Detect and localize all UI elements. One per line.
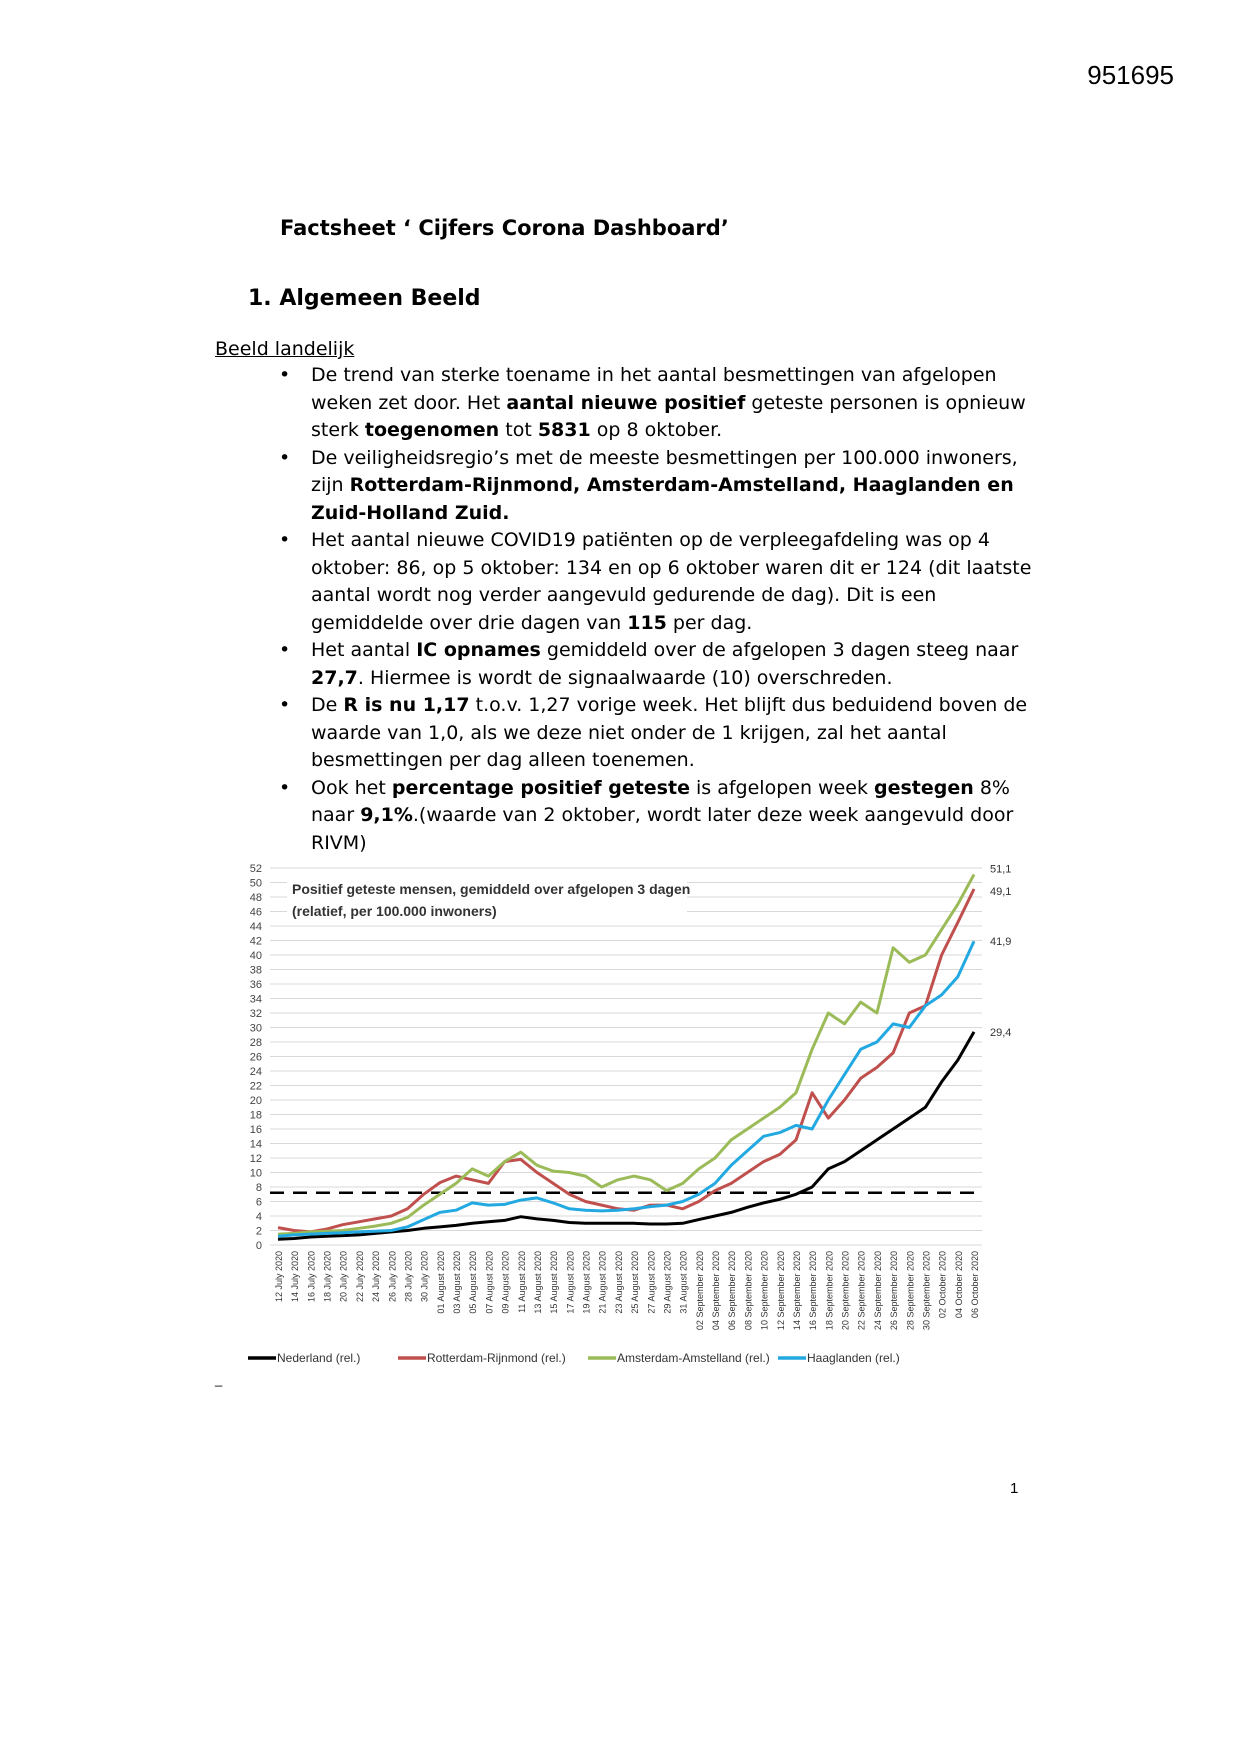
bullet-text: t.o.v. 1,27 vorige week. Het blijft dus beduidend boven de waarde van 1,0, als we deze niet onder de 1 krijgen, zal het aantal besmettingen per dag alleen toenemen. <box>311 694 1028 771</box>
y-tick-label: 22 <box>249 1080 262 1093</box>
bold-text: 115 <box>627 611 667 634</box>
y-tick-label: 8 <box>255 1182 262 1194</box>
series-end-label: 51,1 <box>990 863 1012 876</box>
x-tick-label: 03 August 2020 <box>452 1251 463 1314</box>
x-tick-label: 27 August 2020 <box>646 1251 657 1314</box>
bold-text: R is nu 1,17 <box>343 694 470 716</box>
y-tick-label: 24 <box>249 1066 262 1078</box>
legend-label: Amsterdam-Amstelland (rel.) <box>617 1351 770 1365</box>
document-id: 951695 <box>1087 60 1174 90</box>
y-tick-label: 34 <box>249 993 262 1006</box>
x-tick-label: 26 July 2020 <box>387 1251 398 1303</box>
dash-mark: _ <box>215 1372 223 1387</box>
series-end-label: 41,9 <box>990 936 1012 949</box>
x-tick-label: 02 September 2020 <box>694 1251 705 1331</box>
x-tick-label: 16 July 2020 <box>306 1251 317 1303</box>
x-tick-label: 28 July 2020 <box>403 1251 414 1303</box>
bold-text: IC opnames <box>416 639 541 661</box>
bold-text: toegenomen <box>364 419 500 441</box>
x-tick-label: 06 September 2020 <box>727 1251 738 1331</box>
y-tick-label: 44 <box>249 921 262 933</box>
x-tick-label: 10 September 2020 <box>759 1251 770 1331</box>
bullet-item <box>275 692 1035 775</box>
page-number: 1 <box>1010 1480 1019 1497</box>
y-tick-label: 28 <box>249 1037 262 1049</box>
y-tick-label: 16 <box>249 1124 262 1136</box>
x-tick-label: 05 August 2020 <box>468 1251 479 1314</box>
x-tick-label: 12 July 2020 <box>274 1251 284 1303</box>
bullet-list <box>275 362 1035 857</box>
bullet-text: . Hiermee is wordt de signaalwaarde (10) overschreden. <box>357 666 893 689</box>
legend-label: Nederland (rel.) <box>277 1351 361 1365</box>
bullet-text: De veiligheidsregio’s met de meeste besmettingen per 100.000 inwoners, zijn <box>311 446 1018 496</box>
bullet-item <box>275 362 1035 445</box>
x-tick-label: 08 September 2020 <box>743 1251 754 1331</box>
bullet-text: gemiddeld over de afgelopen 3 dagen steeg naar <box>540 639 1019 661</box>
x-tick-label: 24 September 2020 <box>872 1251 883 1331</box>
x-tick-label: 28 September 2020 <box>905 1251 916 1331</box>
y-tick-label: 26 <box>249 1051 262 1064</box>
x-tick-label: 04 September 2020 <box>711 1251 722 1331</box>
y-tick-label: 30 <box>249 1022 262 1035</box>
x-tick-label: 14 September 2020 <box>791 1251 802 1331</box>
y-tick-label: 42 <box>249 935 262 948</box>
x-tick-label: 21 August 2020 <box>597 1251 608 1314</box>
chart-subtitle: (relatief, per 100.000 inwoners) <box>292 903 497 919</box>
y-tick-label: 20 <box>249 1095 262 1107</box>
bullet-text: .(waarde van 2 oktober, wordt later deze week aangevuld door RIVM) <box>311 804 1014 854</box>
y-tick-label: 52 <box>249 863 262 875</box>
bold-text: Rotterdam-Rijnmond, Amsterdam-Amstelland, Haaglanden en Zuid-Holland Zuid. <box>311 474 1014 524</box>
bold-text: aantal nieuwe positief <box>506 391 746 414</box>
legend-label: Haaglanden (rel.) <box>807 1351 900 1365</box>
bullet-item <box>275 775 1035 858</box>
section-heading: 1. Algemeen Beeld <box>248 286 481 311</box>
bold-text: 27,7 <box>311 666 358 689</box>
x-tick-label: 30 July 2020 <box>419 1251 430 1303</box>
grid-lines <box>270 868 982 1245</box>
bullet-text: per dag. <box>666 611 753 634</box>
y-tick-label: 14 <box>249 1138 262 1151</box>
y-tick-label: 0 <box>255 1240 262 1252</box>
y-tick-label: 18 <box>249 1109 262 1122</box>
bold-text: 9,1% <box>360 804 413 826</box>
bullet-text: op 8 oktober. <box>590 419 723 441</box>
y-tick-label: 10 <box>249 1167 262 1180</box>
subheading: Beeld landelijk <box>215 338 355 360</box>
series-end-label: 49,1 <box>990 886 1012 899</box>
y-tick-label: 48 <box>249 892 262 904</box>
x-tick-label: 30 September 2020 <box>921 1251 932 1331</box>
bullet-text: geteste personen is opnieuw sterk <box>311 391 1026 441</box>
chart-title: Positief geteste mensen, gemiddeld over afgelopen 3 dagen <box>292 881 691 897</box>
bold-text: percentage positief geteste <box>391 776 690 799</box>
y-tick-label: 32 <box>249 1008 262 1020</box>
x-tick-label: 20 September 2020 <box>840 1251 851 1331</box>
x-tick-label: 01 August 2020 <box>435 1251 446 1314</box>
x-tick-label: 17 August 2020 <box>565 1251 576 1314</box>
x-tick-label: 20 July 2020 <box>338 1251 349 1303</box>
x-tick-label: 12 September 2020 <box>775 1251 786 1331</box>
y-tick-label: 6 <box>255 1196 262 1209</box>
x-tick-label: 18 September 2020 <box>824 1251 835 1331</box>
bullet-text: tot <box>499 419 538 441</box>
series-line <box>278 875 974 1235</box>
bullet-text: De trend van sterke toename in het aantal besmettingen van afgelopen weken zet door. Het <box>311 364 997 414</box>
x-tick-label: 23 August 2020 <box>613 1251 624 1314</box>
x-tick-label: 16 September 2020 <box>808 1251 819 1331</box>
y-tick-label: 2 <box>255 1225 262 1238</box>
bullet-text: Ook het <box>311 776 392 799</box>
x-tick-label: 06 October 2020 <box>970 1251 980 1319</box>
x-tick-label: 15 August 2020 <box>549 1251 560 1314</box>
bullet-text: Het aantal nieuwe COVID19 patiënten op de verpleegafdeling was op 4 oktober: 86, op 5 oktober: 134 en op 6 oktober waren dit er 124 (dit laatste aantal wordt nog verder aangevuld gedurende de dag). Dit is een gemiddelde over drie dagen van <box>311 529 1032 634</box>
x-tick-label: 25 August 2020 <box>630 1251 641 1314</box>
y-tick-label: 4 <box>255 1211 262 1223</box>
y-tick-label: 38 <box>249 964 262 977</box>
x-tick-label: 02 October 2020 <box>937 1251 948 1319</box>
x-tick-label: 29 August 2020 <box>662 1251 673 1314</box>
x-tick-label: 22 September 2020 <box>856 1251 867 1331</box>
bullet-text: De <box>311 694 344 716</box>
x-tick-label: 22 July 2020 <box>354 1251 365 1303</box>
bullet-text: Het aantal <box>311 639 417 661</box>
x-tick-label: 18 July 2020 <box>322 1251 333 1303</box>
x-tick-label: 13 August 2020 <box>532 1251 543 1314</box>
x-tick-label: 31 August 2020 <box>678 1251 689 1314</box>
x-tick-label: 07 August 2020 <box>484 1251 495 1314</box>
bullet-text: 8% naar <box>311 776 1010 826</box>
x-tick-label: 24 July 2020 <box>371 1251 382 1303</box>
x-tick-label: 11 August 2020 <box>516 1251 527 1313</box>
bullet-item <box>275 527 1035 637</box>
line-chart <box>230 858 1020 1378</box>
x-tick-label: 26 September 2020 <box>889 1251 900 1331</box>
y-tick-label: 50 <box>249 877 262 890</box>
x-tick-label: 09 August 2020 <box>500 1251 511 1314</box>
bullet-text: is afgelopen week <box>689 776 874 799</box>
bold-text: 5831 <box>537 419 591 441</box>
y-tick-label: 40 <box>249 950 262 962</box>
bullet-item <box>275 637 1035 692</box>
series-end-label: 29,4 <box>990 1026 1012 1039</box>
x-tick-label: 19 August 2020 <box>581 1251 592 1314</box>
x-tick-label: 14 July 2020 <box>290 1251 301 1303</box>
x-tick-label: 04 October 2020 <box>953 1251 964 1319</box>
y-tick-label: 36 <box>249 979 262 991</box>
bullet-item <box>275 445 1035 528</box>
bold-text: gestegen <box>874 776 974 799</box>
y-tick-label: 46 <box>249 906 262 919</box>
y-tick-label: 12 <box>249 1153 262 1165</box>
legend-label: Rotterdam-Rijnmond (rel.) <box>427 1351 566 1365</box>
document-title: Factsheet ‘ Cijfers Corona Dashboard’ <box>280 216 729 240</box>
